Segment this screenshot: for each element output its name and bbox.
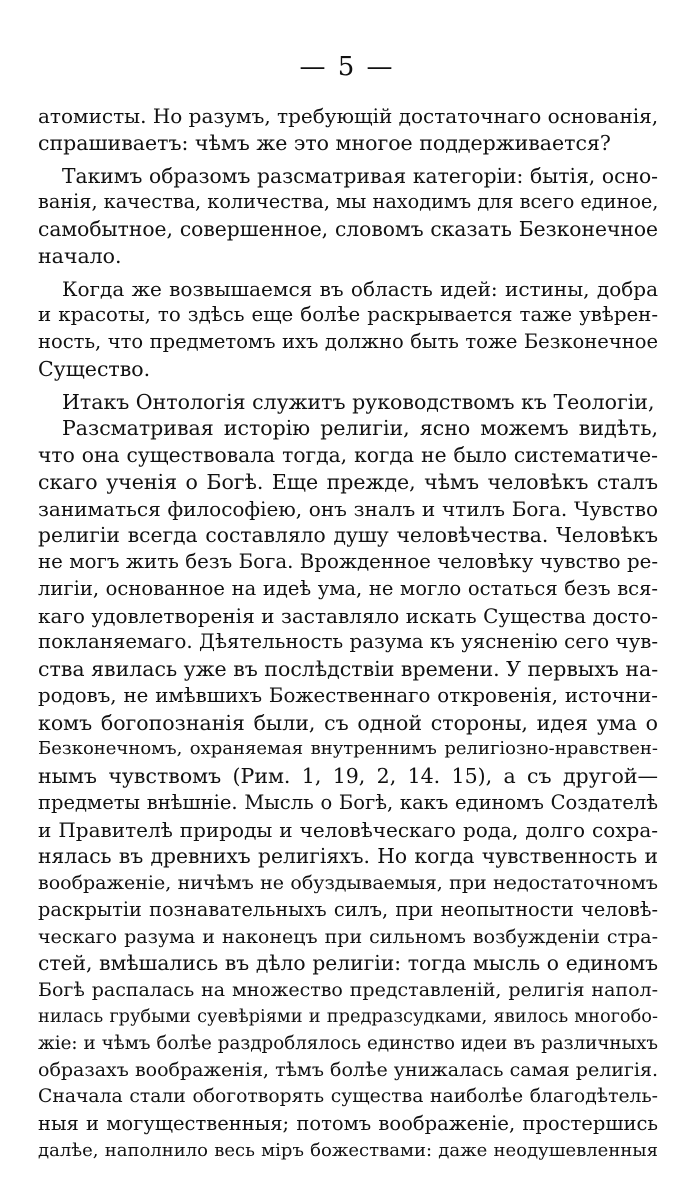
- text-line: не могъ жить безъ Бога. Врожденное человѣку чувство ре-: [38, 550, 658, 573]
- paragraph: [38, 163, 658, 270]
- text-line: заниматься философіею, онъ зналъ и чтилъ Бога. Чувство: [38, 496, 658, 521]
- paragraph: [38, 276, 658, 383]
- text-line: нымъ чувствомъ (Рим. 1, 19, 2, 14. 15), а съ другой—: [38, 764, 658, 788]
- text-line: жіе: и чѣмъ болѣе раздроблялось единство идеи въ различныхъ: [38, 1032, 658, 1054]
- text-line: начало.: [38, 243, 122, 268]
- text-line: спрашиваетъ: чѣмъ же это многое поддерживается?: [38, 130, 611, 155]
- text-line: далѣе, наполнило весь міръ божествами: даже неодушевленныя: [38, 1139, 658, 1161]
- text-line: каго удовлетворенія и заставляло искать Существа досто-: [38, 603, 658, 628]
- text-line: ность, что предметомъ ихъ должно быть тоже Безконечное: [38, 330, 658, 353]
- text-line: Сначала стали обоготворять существа наиболѣе благодѣтель-: [38, 1086, 658, 1107]
- paragraph: [38, 389, 658, 416]
- text-line: Разсматривая исторію религіи, ясно можемъ видѣть,: [62, 416, 658, 441]
- text-line: стей, вмѣшались въ дѣло религіи: тогда мысль о единомъ: [38, 951, 658, 976]
- paragraph: [38, 103, 658, 157]
- text-line: что она существовала тогда, когда не было систематиче-: [38, 443, 658, 467]
- text-line: предметы внѣшніе. Мысль о Богѣ, какъ единомъ Создателѣ: [38, 790, 658, 814]
- text-line: Такимъ образомъ разсматривая категоріи: бытія, осно-: [62, 163, 658, 188]
- text-line: раскрытіи познавательныхъ силъ, при неопытности человѣ-: [38, 897, 658, 921]
- text-line: атомисты. Но разумъ, требующій достаточнаго основанія,: [38, 104, 658, 128]
- text-line: скаго ученія о Богѣ. Еще прежде, чѣмъ человѣкъ сталъ: [38, 469, 658, 494]
- text-line: и красоты, то здѣсь еще болѣе раскрывается таже увѣрен-: [38, 303, 658, 327]
- body-text: [38, 103, 658, 1164]
- text-line: ческаго разума и наконецъ при сильномъ возбужденіи стра-: [38, 925, 658, 948]
- paragraph: [38, 415, 658, 1164]
- text-line: ства явилась уже въ послѣдствіи времени. У первыхъ на-: [38, 657, 658, 681]
- page-number: — 5 —: [299, 52, 395, 82]
- text-line: и Правителѣ природы и человѣческаго рода, долго сохра-: [38, 817, 658, 842]
- text-line: нялась въ древнихъ религіяхъ. Но когда чувственность и: [38, 844, 658, 869]
- text-line: лигіи, основанное на идеѣ ума, не могло остаться безъ вся-: [38, 576, 658, 600]
- text-line: ванія, качества, количества, мы находимъ для всего единое,: [38, 190, 658, 214]
- text-line: комъ богопознанія были, съ одной стороны, идея ума о: [38, 710, 658, 735]
- text-line: покланяемаго. Дѣятельность разума къ уясненію сего чув-: [38, 630, 658, 654]
- text-line: образахъ воображенія, тѣмъ болѣе унижалась самая религія.: [38, 1059, 658, 1082]
- text-line: Безконечномъ, охраняемая внутреннимъ религіозно-нравствен-: [38, 738, 658, 760]
- text-line: Итакъ Онтологія служитъ руководствомъ къ Теологіи,: [62, 389, 655, 414]
- text-line: воображеніе, ничѣмъ не обуздываемыя, при недостаточномъ: [38, 872, 658, 894]
- text-line: самобытное, совершенное, словомъ сказать Безконечное: [38, 217, 658, 241]
- text-line: ныя и могущественныя; потомъ воображеніе, простершись: [38, 1111, 658, 1135]
- text-line: религіи всегда составляло душу человѣчества. Человѣкъ: [38, 523, 658, 548]
- text-line: нилась грубыми суевѣріями и предразсудками, явилось многобо-: [38, 1006, 658, 1027]
- text-line: Существо.: [38, 356, 151, 381]
- text-line: Богѣ распалась на множество представленій, религія напол-: [38, 979, 658, 1001]
- text-line: Когда же возвышаемся въ область идей: истины, добра: [62, 276, 658, 301]
- text-line: родовъ, не имѣвшихъ Божественнаго откровенія, источни-: [38, 683, 658, 707]
